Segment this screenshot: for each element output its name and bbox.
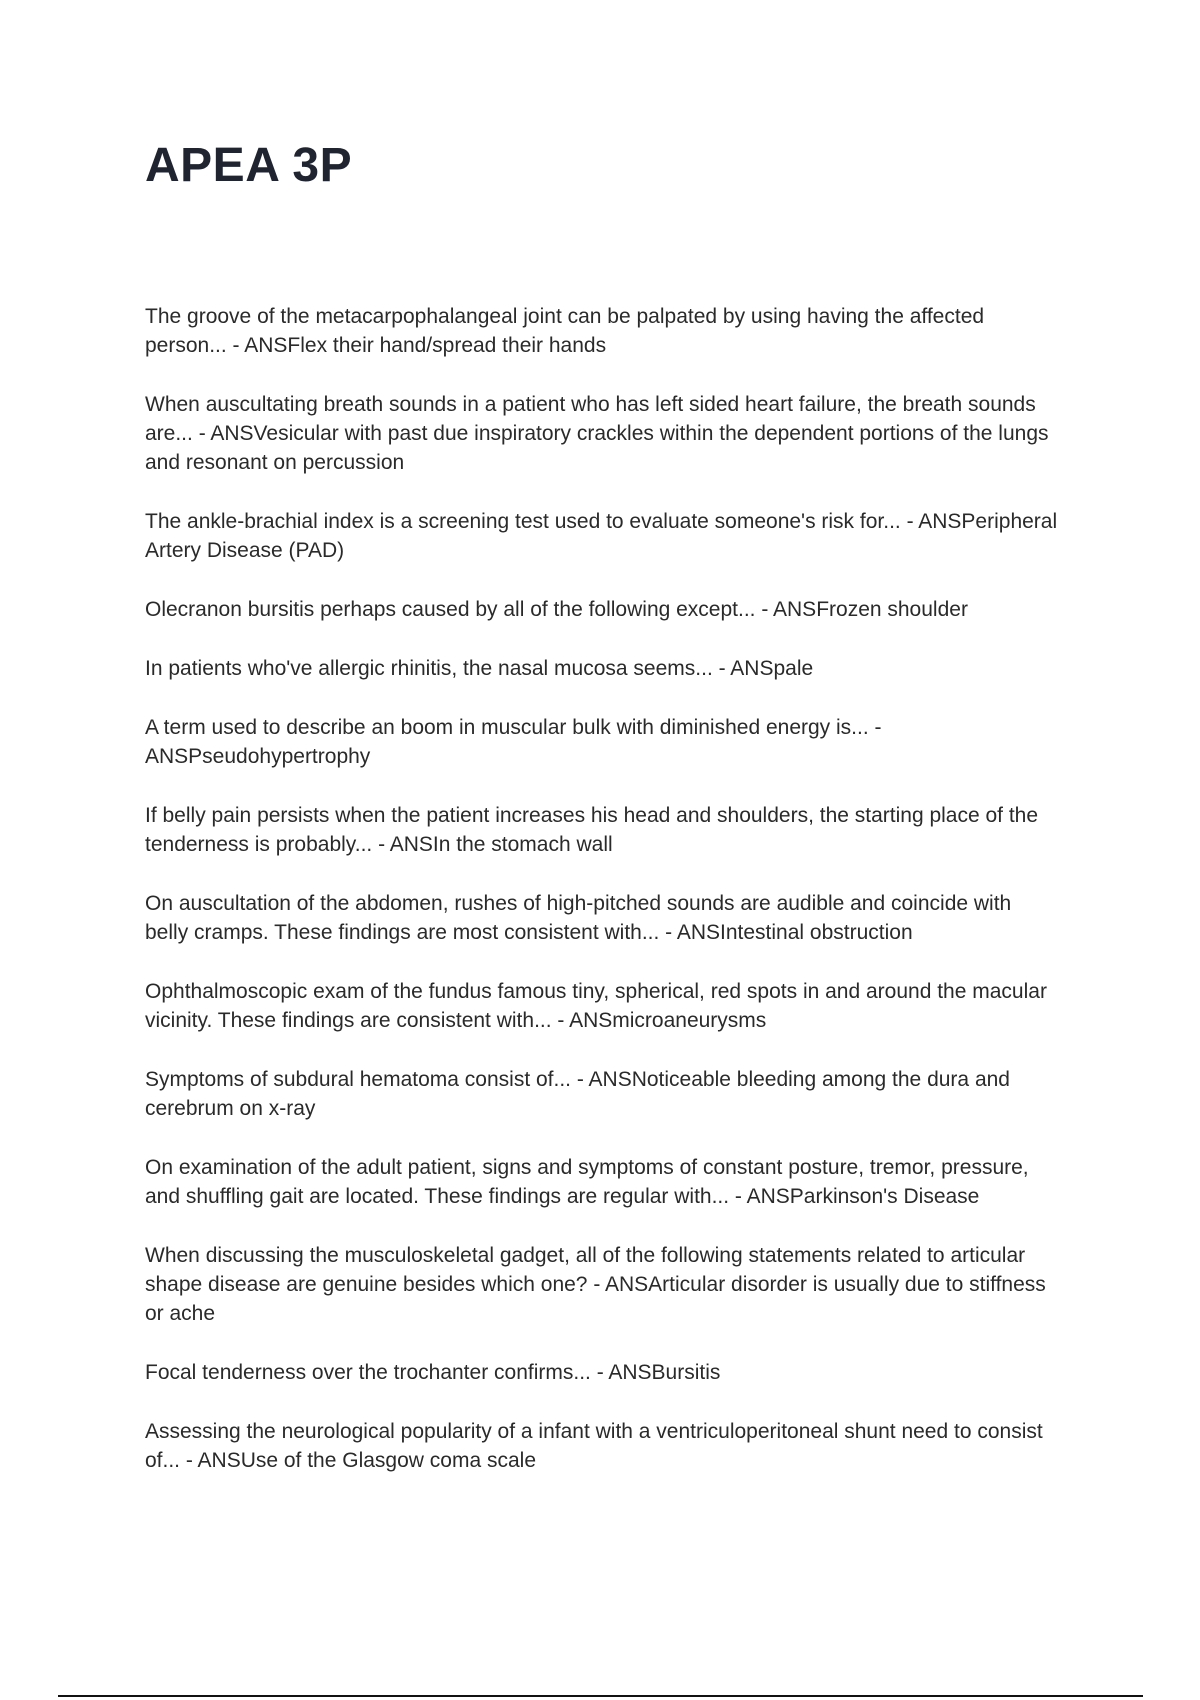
question-answer-list	[145, 302, 1060, 1505]
qa-item-12: When discussing the musculoskeletal gadget, all of the following statements related to articular shape disease are genuine besides which one? - ANSArticular disorder is usually due to stiffness or ache	[145, 1244, 1046, 1325]
qa-item-1: The groove of the metacarpophalangeal joint can be palpated by using having the affected person... - ANSFlex their hand/spread their hands	[145, 305, 985, 357]
qa-item-8: On auscultation of the abdomen, rushes of high-pitched sounds are audible and coincide with belly cramps. These findings are most consistent with... - ANSIntestinal obstruction	[145, 892, 1012, 944]
document-title: APEA 3P	[145, 139, 353, 192]
qa-item-14: Assessing the neurological popularity of a infant with a ventriculoperitoneal shunt need to consist of... - ANSUse of the Glasgow coma scale	[145, 1420, 1043, 1472]
qa-item-10: Symptoms of subdural hematoma consist of... - ANSNoticeable bleeding among the dura and cerebrum on x-ray	[145, 1068, 1010, 1120]
qa-item-2: When auscultating breath sounds in a patient who has left sided heart failure, the breath sounds are... - ANSVesicular with past due inspiratory crackles within the dependent portions of the lungs and resonant on percussion	[145, 393, 1049, 474]
qa-item-9: Ophthalmoscopic exam of the fundus famous tiny, spherical, red spots in and around the macular vicinity. These findings are consistent with... - ANSmicroaneurysms	[145, 980, 1047, 1032]
qa-item-7: If belly pain persists when the patient increases his head and shoulders, the starting place of the tenderness is probably... - ANSIn the stomach wall	[145, 804, 1039, 856]
qa-item-5: In patients who've allergic rhinitis, the nasal mucosa seems... - ANSpale	[145, 657, 814, 680]
qa-item-11: On examination of the adult patient, signs and symptoms of constant posture, tremor, pressure, and shuffling gait are located. These findings are regular with... - ANSParkinson's Disease	[145, 1156, 1029, 1208]
qa-item-4: Olecranon bursitis perhaps caused by all of the following except... - ANSFrozen shoulder	[145, 598, 968, 621]
qa-item-6: A term used to describe an boom in muscular bulk with diminished energy is... - ANSPseudohypertrophy	[145, 716, 882, 768]
qa-item-3: The ankle-brachial index is a screening test used to evaluate someone's risk for... - ANSPeripheral Artery Disease (PAD)	[145, 510, 1058, 562]
qa-item-13: Focal tenderness over the trochanter confirms... - ANSBursitis	[145, 1361, 721, 1384]
footer-divider	[58, 1695, 1143, 1697]
